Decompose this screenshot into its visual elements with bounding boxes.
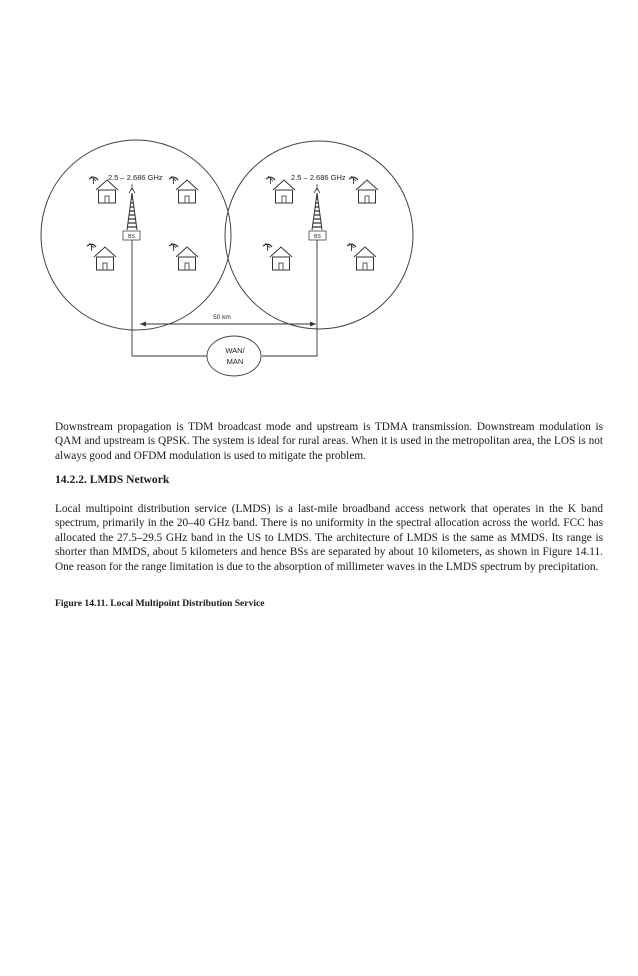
paragraph-downstream (55, 420, 603, 463)
house-icon (169, 243, 198, 270)
bs-label-left: BS (128, 234, 135, 240)
wan-label: WAN/ (225, 346, 245, 355)
house-icon (87, 243, 116, 270)
section-heading (55, 473, 603, 486)
paragraph-text: Local multipoint distribution service (LMDS) is a last-mile broadband access network that operates in the K band spectrum, primarily in the 20–40 GHz band. There is no uniformity in the spectral allocation across the world. FCC has allocated the 27.5–29.5 GHz band in the US to LMDS. The architecture of LMDS is the same as MMDS. Its range is shorter than MMDS, about 5 kilometers and hence BSs are separated by about 10 kilometers, as shown in Figure 14.11. One reason for the range limitation is due to the absorption of millimeter waves in the LMDS spectrum by precipitation. (55, 503, 603, 573)
frequency-label-left: 2.5 – 2.686 GHz (108, 173, 163, 182)
house-icon (347, 243, 376, 270)
house-icon (263, 243, 292, 270)
tower-icon (127, 184, 137, 230)
figure-caption (55, 598, 603, 609)
distance-label: 50 km (213, 314, 231, 321)
man-label: MAN (226, 357, 244, 366)
paragraph-lmds (55, 502, 603, 574)
caption-text: Figure 14.11. Local Multipoint Distribution Service (55, 598, 265, 609)
frequency-label-right: 2.5 – 2.686 GHz (291, 173, 346, 182)
house-icon (349, 176, 378, 203)
wan-man-node (207, 336, 261, 376)
mmds-diagram (0, 0, 638, 400)
house-icon (169, 176, 198, 203)
paragraph-text: Downstream propagation is TDM broadcast mode and upstream is TDMA transmission. Downstream modulation is QAM and upstream is QPSK. The system is ideal for rural areas. When it is used in the metropolitan area, the LOS is not always good and OFDM modulation is used to mitigate the problem. (55, 421, 603, 462)
bs-label-right: BS (314, 234, 321, 240)
tower-icon (312, 184, 322, 230)
heading-text: 14.2.2. LMDS Network (55, 473, 170, 486)
